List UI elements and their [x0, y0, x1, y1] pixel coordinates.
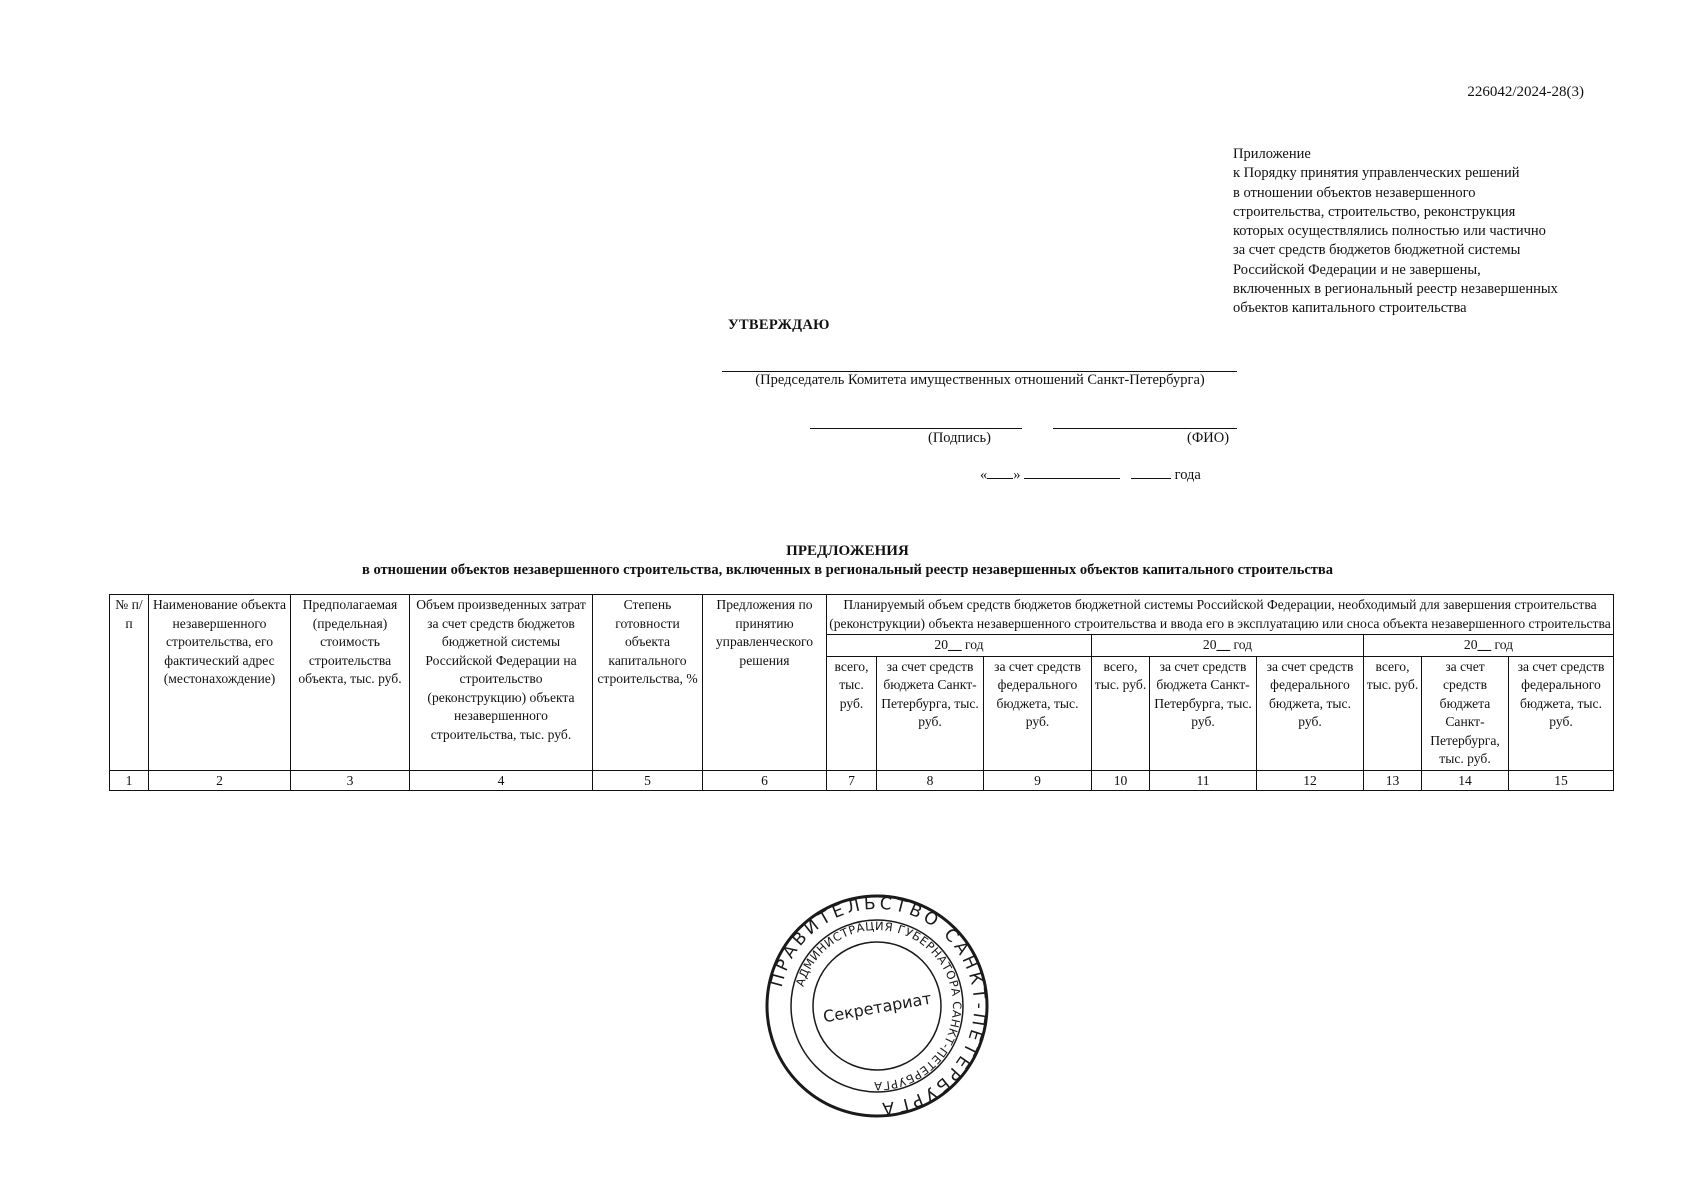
header-costs-incurred: Объем произведенных затрат за счет средств бюджетов бюджетной системы Российской Федерации на строительство (реконструкцию) объекта незавершенного строительства, тыс. руб.	[410, 595, 593, 771]
signature-line	[810, 428, 1022, 429]
header-year-2	[1092, 635, 1364, 657]
subheader-federal-budget: за счет средств федерального бюджета, тыс. руб.	[984, 656, 1092, 770]
signature-label: (Подпись)	[928, 430, 991, 446]
fio-line	[1053, 428, 1237, 429]
column-number: 4	[410, 770, 593, 790]
chair-title: (Председатель Комитета имущественных отношений Санкт-Петербурга)	[755, 372, 1205, 388]
column-number: 10	[1092, 770, 1150, 790]
year-blank: __	[1477, 637, 1492, 652]
column-number: 12	[1257, 770, 1364, 790]
column-number: 6	[703, 770, 827, 790]
column-number: 14	[1422, 770, 1509, 790]
year-prefix: 20	[934, 637, 949, 652]
fio-label: (ФИО)	[1187, 430, 1230, 446]
stamp-outer-text: ПРАВИТЕЛЬСТВО САНКТ-ПЕТЕРБУРГА	[766, 894, 989, 1118]
year-blank	[1131, 466, 1171, 479]
day-blank	[987, 466, 1013, 479]
appendix-note	[1233, 145, 1653, 319]
column-number: 8	[877, 770, 984, 790]
month-blank	[1024, 466, 1120, 479]
subheader-spb-budget: за счет средств бюджета Санкт-Петербурга, тыс. руб.	[877, 656, 984, 770]
subheader-total: всего, тыс. руб.	[827, 656, 877, 770]
subheader-spb-budget: за счет средств бюджета Санкт-Петербурга, тыс. руб.	[1422, 656, 1509, 770]
header-estimated-cost: Предполагаемая (предельная) стоимость строительства объекта, тыс. руб.	[291, 595, 410, 771]
column-number: 15	[1509, 770, 1614, 790]
subheader-total: всего, тыс. руб.	[1364, 656, 1422, 770]
document-number: 226042/2024-28(3)	[1467, 84, 1584, 100]
column-number: 2	[149, 770, 291, 790]
column-number: 7	[827, 770, 877, 790]
year-suffix: год	[1233, 637, 1253, 652]
date-close-quote: »	[1013, 467, 1021, 483]
column-number: 13	[1364, 770, 1422, 790]
date-open-quote: «	[980, 467, 988, 483]
appendix-line: включенных в региональный реестр незавершенных	[1233, 281, 1558, 298]
header-readiness: Степень готовности объекта капитального строительства, %	[593, 595, 703, 771]
column-number: 1	[110, 770, 149, 790]
subheader-total: всего, тыс. руб.	[1092, 656, 1150, 770]
year-blank: __	[948, 637, 962, 652]
column-number: 3	[291, 770, 410, 790]
approval-date	[980, 466, 1201, 484]
page-subtitle: в отношении объектов незавершенного строительства, включенных в региональный реестр незавершенных объектов капитального строительства	[361, 562, 1334, 578]
column-number: 11	[1150, 770, 1257, 790]
appendix-line: Российской Федерации и не завершены,	[1233, 261, 1481, 278]
header-year-1	[827, 635, 1092, 657]
header-year-3	[1364, 635, 1614, 657]
header-proposals: Предложения по принятию управленческого решения	[703, 595, 827, 771]
subheader-federal-budget: за счет средств федерального бюджета, тыс. руб.	[1509, 656, 1614, 770]
appendix-line: за счет средств бюджетов бюджетной системы	[1233, 242, 1521, 259]
appendix-line: которых осуществлялись полностью или частично	[1233, 223, 1546, 240]
header-planned-funds: Планируемый объем средств бюджетов бюджетной системы Российской Федерации, необходимый для завершения строительства (реконструкции) объекта незавершенного строительства и ввода его в эксплуатацию или сноса объекта незавершенного строительства	[827, 595, 1614, 635]
appendix-line: к Порядку принятия управленческих решений	[1233, 165, 1520, 182]
appendix-line: строительства, строительство, реконструкция	[1233, 203, 1516, 220]
column-number: 5	[593, 770, 703, 790]
appendix-line: объектов капитального строительства	[1233, 300, 1467, 317]
approve-heading: УТВЕРЖДАЮ	[728, 317, 830, 333]
header-number: № п/п	[110, 595, 149, 771]
official-stamp	[765, 894, 989, 1118]
column-number: 9	[984, 770, 1092, 790]
year-suffix: год	[965, 637, 984, 652]
column-numbers-row	[110, 770, 1614, 790]
stamp-center-text: Секретариат	[821, 988, 933, 1027]
year-blank: __	[1216, 637, 1231, 652]
appendix-line: Приложение	[1233, 146, 1311, 162]
year-suffix: год	[1494, 637, 1514, 652]
year-word: года	[1174, 467, 1201, 483]
year-prefix: 20	[1202, 637, 1217, 652]
page-title: ПРЕДЛОЖЕНИЯ	[786, 543, 909, 559]
proposals-table	[109, 594, 1614, 791]
stamp-inner-text: АДМИНИСТРАЦИЯ ГУБЕРНАТОРА САНКТ-ПЕТЕРБУРГА	[792, 918, 965, 1094]
header-object-name: Наименование объекта незавершенного строительства, его фактический адрес (местонахождение)	[149, 595, 291, 771]
year-prefix: 20	[1463, 637, 1478, 652]
subheader-spb-budget: за счет средств бюджета Санкт-Петербурга, тыс. руб.	[1150, 656, 1257, 770]
subheader-federal-budget: за счет средств федерального бюджета, тыс. руб.	[1257, 656, 1364, 770]
appendix-line: в отношении объектов незавершенного	[1233, 184, 1476, 201]
